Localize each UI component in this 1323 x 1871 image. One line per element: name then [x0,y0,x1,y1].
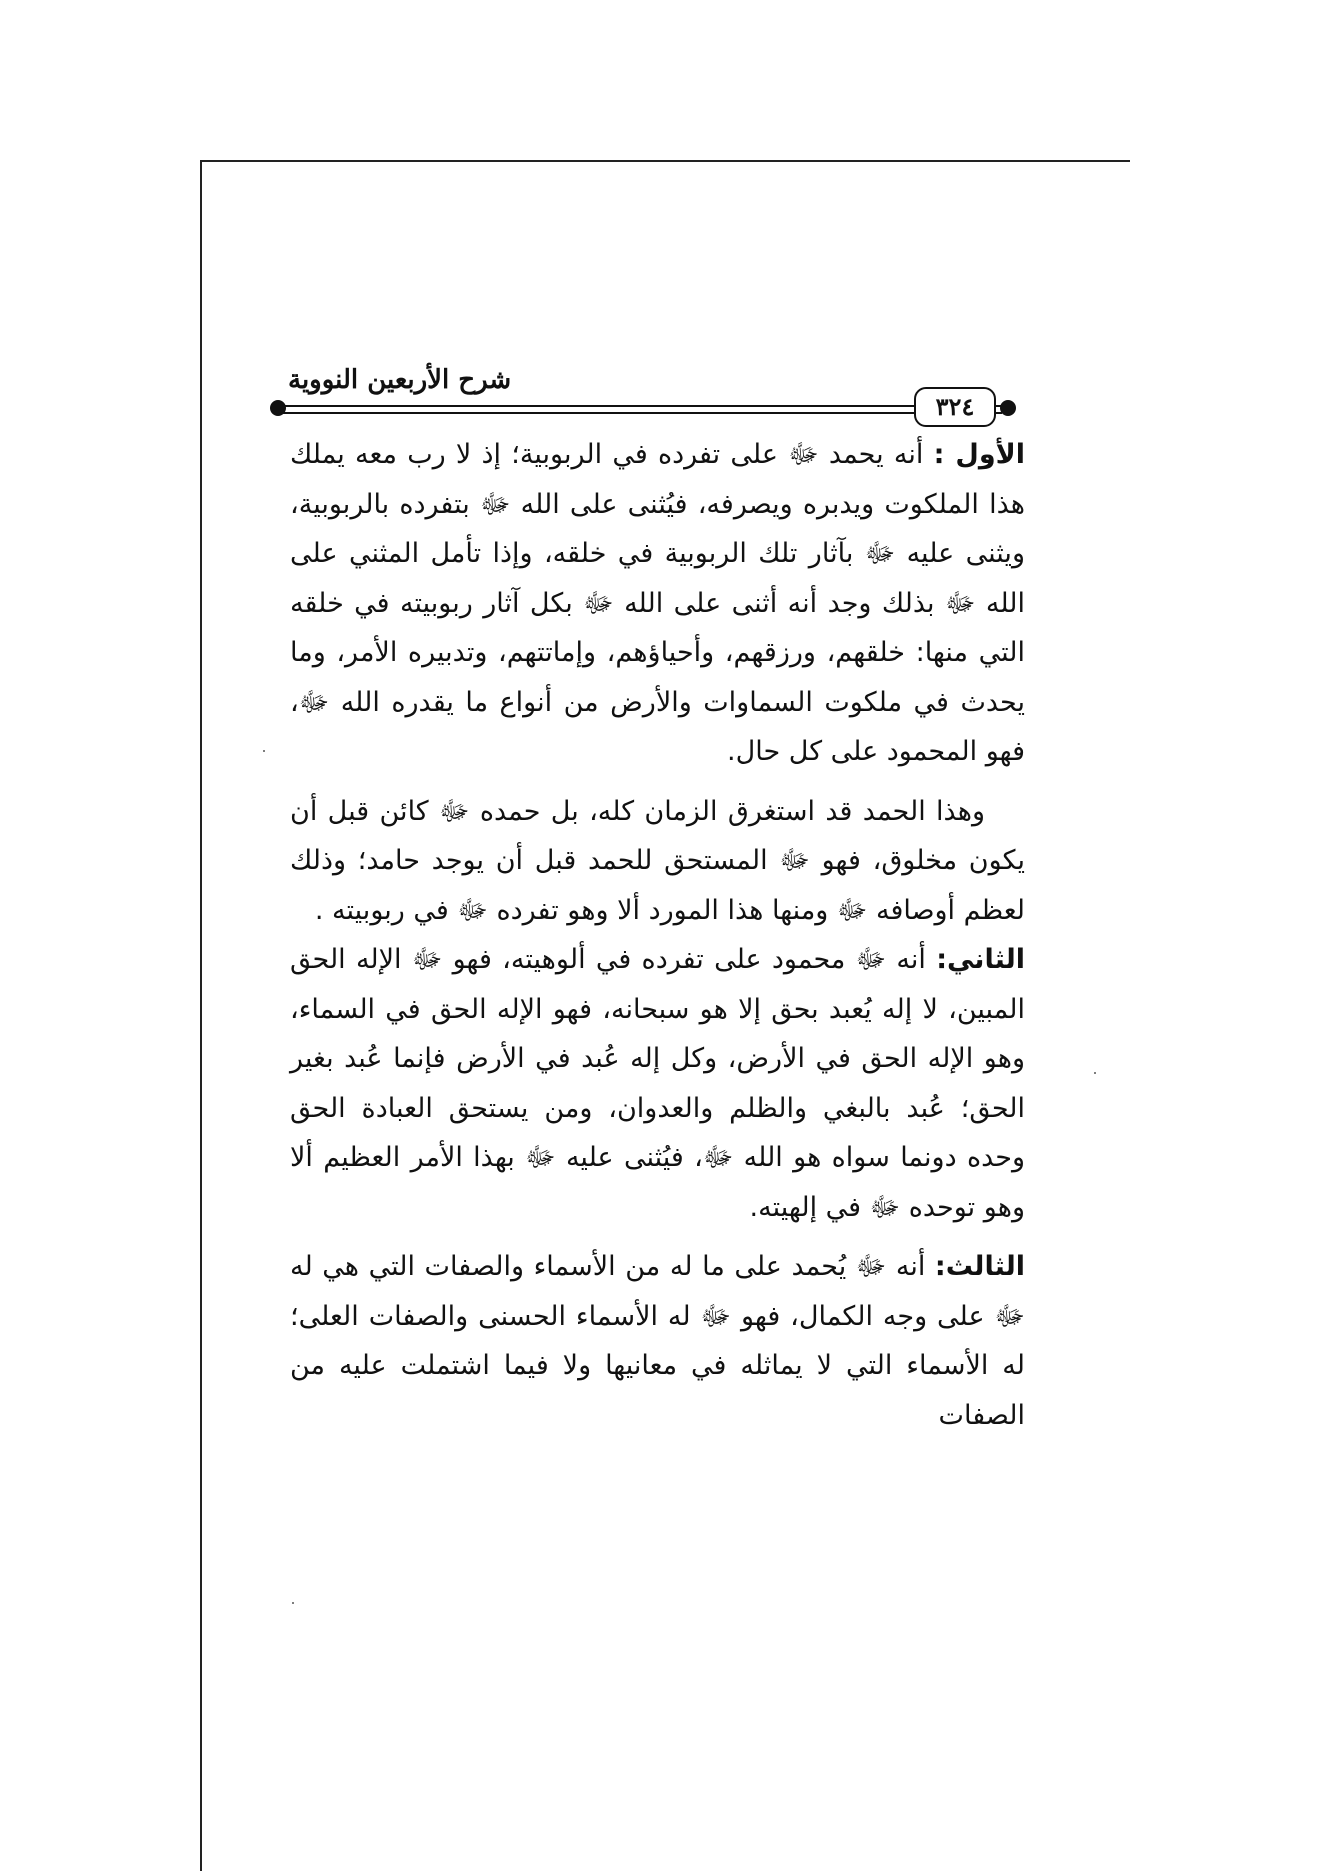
paragraph-fourth [290,1242,1025,1440]
page-body-text [290,430,1025,1440]
paragraph-lead: الثالث: [934,1251,1025,1282]
book-title: شرح الأربعين النووية [284,365,515,395]
paragraph-lead: الثاني: [936,944,1025,975]
paragraph-first [290,430,1025,777]
scan-speck [292,1602,294,1604]
paragraph-text: وهذا الحمد قد استغرق الزمان كله، بل حمده ﷻ كائن قبل أن يكون مخلوق، فهو ﷻ المستحق للحمد قبل أن يوجد حامد؛ وذلك لعظم أوصافه ﷻ ومنها هذا المورد ألا وهو تفرده ﷻ في ربوبيته . [290,795,1025,926]
paragraph-text: أنه يحمد ﷻ على تفرده في الربوبية؛ إذ لا رب معه يملك هذا الملكوت ويدبره ويصرفه، فيُثنى على الله ﷻ بتفرده بالربوبية، ويثنى عليه ﷻ بآثار تلك الربوبية في خلقه، وإذا تأمل المثني على الله ﷻ بذلك وجد أنه أثنى على الله ﷻ بكل آثار ربوبيته في خلقه التي منها: خلقهم، ورزقهم، وأحياؤهم، وإماتتهم، وتدبيره الأمر، وما يحدث في ملكوت السماوات والأرض من أنواع ما يقدره الله ﷻ، فهو المحمود على كل حال. [290,439,1025,767]
paragraph-third [290,935,1025,1232]
scan-frame-top-line [200,160,1130,162]
header-double-rule [282,405,1002,414]
scan-frame-left-line [200,160,202,1871]
page-number-badge: ٣٢٤ [914,387,996,427]
paragraph-text: أنه ﷻ محمود على تفرده في ألوهيته، فهو ﷻ الإله الحق المبين، لا إله يُعبد بحق إلا هو سبحانه، فهو الإله الحق في السماء، وهو الإله الحق في الأرض، وكل إله عُبد في الأرض فإنما عُبد بغير الحق؛ عُبد بالبغي والظلم والعدوان، ومن يستحق العبادة الحق وحده دونما سواه هو الله ﷻ، فيُثنى عليه ﷻ بهذا الأمر العظيم ألا وهو توحده ﷻ في إلهيته. [290,944,1025,1223]
scan-speck [1094,1072,1096,1074]
paragraph-text: أنه ﷻ يُحمد على ما له من الأسماء والصفات التي هي له ﷻ على وجه الكمال، فهو ﷻ له الأسماء الحسنى والصفات العلى؛ له الأسماء التي لا يماثله في معانيها ولا فيما اشتملت عليه من الصفات [290,1251,1025,1431]
running-header [270,365,1020,425]
paragraph-second [290,787,1025,936]
paragraph-lead: الأول : [933,439,1025,470]
scan-speck [263,750,265,752]
header-ornament-dot-left [270,400,286,416]
header-ornament-dot-right [1000,400,1016,416]
